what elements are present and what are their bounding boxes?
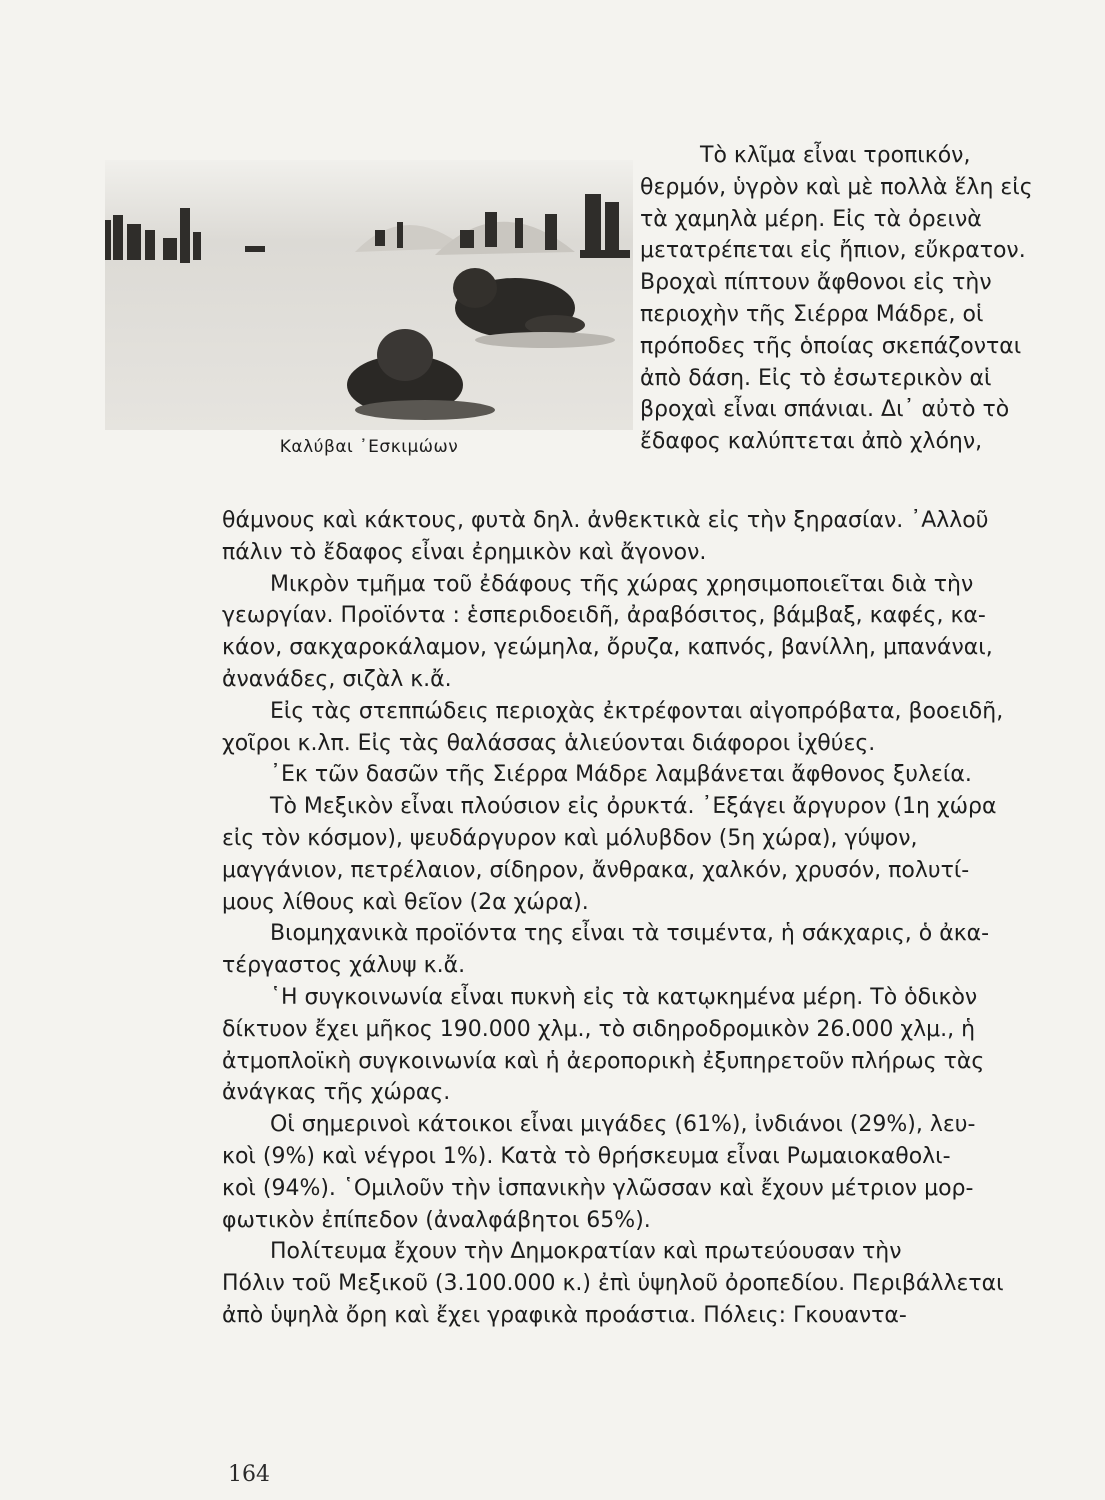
text-line: πάλιν τὸ ἔδαφος εἶναι ἐρημικὸν καὶ ἄγονον.: [222, 539, 707, 565]
text-line: θερμόν, ὑγρὸν καὶ μὲ πολλὰ ἕλη εἰς: [640, 174, 1033, 200]
wrapped-paragraph: [640, 140, 1080, 458]
text-line: γεωργίαν. Προϊόντα : ἑσπεριδοειδῆ, ἀραβόσιτος, βάμβαξ, καφές, κα-: [222, 603, 986, 629]
text-line: Πολίτευμα ἔχουν τὴν Δημοκρατίαν καὶ πρωτεύουσαν τὴν: [270, 1239, 902, 1265]
text-line: Βιομηχανικὰ προϊόντα της εἶναι τὰ τσιμέντα, ἡ σάκχαρις, ὁ ἀκα-: [270, 921, 990, 947]
photo-illustration: [105, 160, 633, 430]
text-line: Βροχαὶ πίπτουν ἄφθονοι εἰς τὴν: [640, 270, 992, 296]
text-line: δίκτυον ἔχει μῆκος 190.000 χλμ., τὸ σιδηροδρομικὸν 26.000 χλμ., ἡ: [222, 1016, 976, 1042]
text-line: ἀπὸ δάση. Εἰς τὸ ἐσωτερικὸν αἱ: [640, 365, 992, 391]
text-line: ἀνανάδες, σιζὰλ κ.ἄ.: [222, 666, 452, 692]
text-line: φωτικὸν ἐπίπεδον (ἀναλφάβητοι 65%).: [222, 1207, 651, 1233]
text-line: [640, 140, 1080, 172]
text-line: ἔδαφος καλύπτεται ἀπὸ χλόην,: [640, 429, 983, 455]
text-line: κοὶ (9%) καὶ νέγροι 1%). Κατὰ τὸ θρήσκευμα εἶναι Ρωμαιοκαθολι-: [222, 1143, 951, 1169]
eskimo-huts-photo: [105, 160, 633, 430]
text-line: θάμνους καὶ κάκτους, φυτὰ δηλ. ἀνθεκτικὰ εἰς τὴν ξηρασίαν. ᾿Αλλοῦ: [222, 508, 989, 533]
text-line: βροχαὶ εἶναι σπάνιαι. Δι᾿ αὐτὸ τὸ: [640, 397, 1010, 423]
text-line: χοῖροι κ.λπ. Εἰς τὰς θαλάσσας ἁλιεύονται διάφοροι ἰχθύες.: [222, 730, 876, 756]
text-line: Οἱ σημερινοὶ κάτοικοι εἶναι μιγάδες (61%), ἰνδιάνοι (29%), λευ-: [270, 1112, 976, 1138]
text-line: Εἰς τὰς στεππώδεις περιοχὰς ἐκτρέφονται αἰγοπρόβατα, βοοειδῆ,: [270, 698, 1004, 724]
body-paragraphs: [222, 505, 1082, 1332]
text-line: εἰς τὸν κόσμον), ψευδάργυρον καὶ μόλυβδον (5η χώρα), γύψον,: [222, 825, 918, 851]
text-line: τὰ χαμηλὰ μέρη. Εἰς τὰ ὀρεινὰ: [640, 206, 982, 232]
text-line: μετατρέπεται εἰς ἤπιον, εὔκρατον.: [640, 238, 1026, 264]
text-line: ῾Η συγκοινωνία εἶναι πυκνὴ εἰς τὰ κατῳκημένα μέρη. Τὸ ὁδικὸν: [270, 984, 978, 1010]
text-line: ἀτμοπλοϊκὴ συγκοινωνία καὶ ἡ ἀεροπορικὴ ἐξυπηρετοῦν πλήρως τὰς: [222, 1048, 985, 1074]
text-line: κοὶ (94%). ῾Ομιλοῦν τὴν ἱσπανικὴν γλῶσσαν καὶ ἔχουν μέτριον μορ-: [222, 1175, 974, 1201]
text-line: ἀνάγκας τῆς χώρας.: [222, 1080, 451, 1106]
text-line: περιοχὴν τῆς Σιέρρα Μάδρε, οἱ: [640, 301, 984, 327]
page-number: 164: [228, 1462, 270, 1487]
text-line: Μικρὸν τμῆμα τοῦ ἐδάφους τῆς χώρας χρησιμοποιεῖται διὰ τὴν: [270, 571, 974, 597]
figure-caption: Καλύβαι ᾿Εσκιμώων: [279, 437, 459, 457]
text-line: μαγγάνιον, πετρέλαιον, σίδηρον, ἄνθρακα, χαλκόν, χρυσόν, πολυτί-: [222, 857, 970, 883]
text-line: τέργαστος χάλυψ κ.ἄ.: [222, 953, 466, 979]
text-line-content: Τὸ κλῖμα εἶναι τροπικόν,: [700, 143, 971, 168]
text-line: ᾿Εκ τῶν δασῶν τῆς Σιέρρα Μάδρε λαμβάνεται ἄφθονος ξυλεία.: [270, 762, 972, 788]
text-line: μους λίθους καὶ θεῖον (2α χώρα).: [222, 889, 589, 915]
text-line: Τὸ Μεξικὸν εἶναι πλούσιον εἰς ὀρυκτά. ᾿Εξάγει ἄργυρον (1η χώρα: [270, 794, 997, 820]
text-line: πρόποδες τῆς ὁποίας σκεπάζονται: [640, 333, 1022, 359]
text-line: κάον, σακχαροκάλαμον, γεώμηλα, ὄρυζα, καπνός, βανίλλη, μπανάναι,: [222, 635, 993, 661]
text-line: Πόλιν τοῦ Μεξικοῦ (3.100.000 κ.) ἐπὶ ὑψηλοῦ ὀροπεδίου. Περιβάλλεται: [222, 1271, 1004, 1297]
text-line: ἀπὸ ὑψηλὰ ὄρη καὶ ἔχει γραφικὰ προάστια. Πόλεις: Γκουαντα-: [222, 1302, 907, 1328]
